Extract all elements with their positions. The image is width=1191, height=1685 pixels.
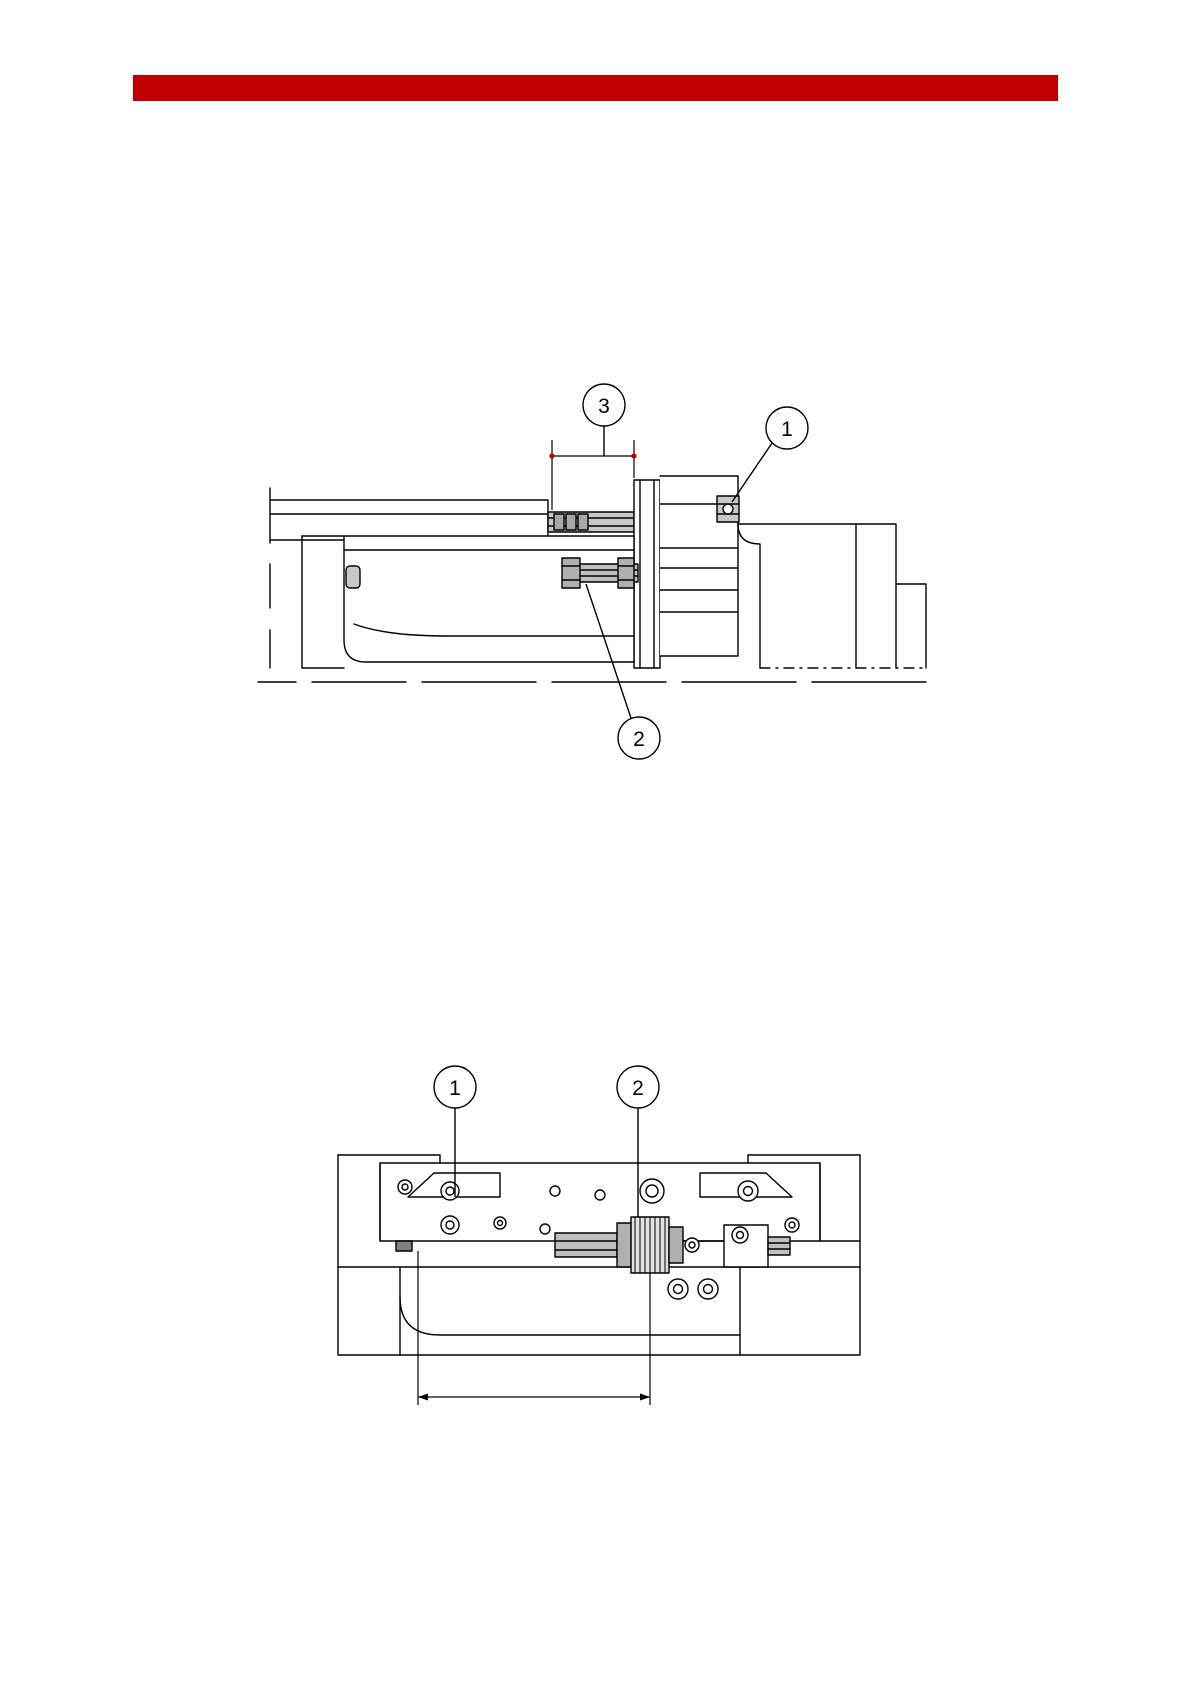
callout-1 (732, 407, 808, 502)
callout-3-label: 3 (598, 395, 610, 418)
footer-divider (133, 1598, 1058, 1599)
callout-2-label: 2 (633, 728, 645, 751)
header-divider (133, 109, 1058, 110)
callout-2-label: 2 (632, 1077, 644, 1100)
figure-top-plan-view (300, 1045, 920, 1445)
header-red-bar (133, 75, 1058, 101)
callout-1-label: 1 (449, 1077, 461, 1100)
callout-1-label: 1 (781, 418, 793, 441)
figure-side-section-view (236, 368, 956, 788)
